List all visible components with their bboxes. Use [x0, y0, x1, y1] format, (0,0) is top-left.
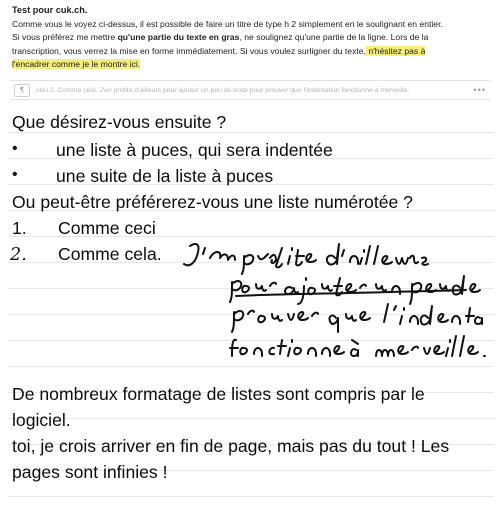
heading-question-1: Que désirez-vous ensuite ?	[12, 112, 227, 132]
paragraph-1-line-2: logiciel.	[12, 410, 71, 430]
bullet-icon: •	[12, 166, 18, 183]
paragraph-2-line-1: toi, je crois arriver en fin de page, mais pas du tout ! Les	[12, 436, 450, 456]
typed-line-2: Si vous préférez me mettre qu'une partie du texte en gras, ne soulignez qu'une partie de la ligne. Lors de la	[12, 32, 429, 43]
bullet-icon: •	[12, 140, 18, 157]
bullet-item-2: une suite de la liste à puces	[56, 166, 274, 186]
numbered-item-1: Comme ceci	[58, 218, 156, 238]
ink-stroke	[210, 252, 235, 260]
highlighted-text-a: n'hésitez pas à	[365, 45, 426, 56]
typed-line-1: Comme vous le voyez ci-dessus, il est possible de faire un titre de type h 2 simplement en le soulignant en entier.	[12, 19, 443, 30]
list-number-1: 1.	[12, 218, 27, 238]
paragraph-1-line-1: De nombreux formatage de listes sont compris par le	[12, 384, 425, 404]
ink-stroke	[327, 244, 428, 265]
ink-stroke	[230, 281, 276, 302]
paragraph-style-button[interactable]: ¶	[14, 84, 30, 97]
list-number-2: 2.	[10, 245, 27, 265]
ink-stroke	[376, 336, 485, 356]
ink-stroke	[232, 311, 318, 332]
ink-stroke	[384, 304, 482, 325]
ink-stroke	[242, 248, 316, 274]
ink-stroke	[184, 244, 199, 265]
ink-stroke	[329, 312, 370, 332]
ink-stroke	[236, 290, 466, 296]
ink-stroke	[410, 283, 450, 304]
paragraph-preview-text[interactable]: ceci 2. Comme cela. J'en profite d'ailleurs pour ajouter un peu de texte pour prouver que l'indentation fonctionne à merveille.	[36, 86, 410, 94]
ink-stroke	[453, 276, 480, 295]
ink-stroke	[203, 248, 205, 254]
paragraph-2-line-2: pages sont infinies !	[12, 462, 168, 482]
document-title: Test pour cuk.ch.	[12, 5, 88, 15]
heading-question-2: Ou peut-être préférerez-vous une liste numérotée ?	[12, 192, 413, 212]
ink-stroke	[230, 340, 344, 356]
ink-stroke	[285, 278, 366, 304]
typed-line-3: transcription, vous verrez la mise en forme immédiatement. Si vous voulez surligner du texte, n'hésitez pas à	[12, 45, 426, 56]
more-options-icon[interactable]: •••	[473, 85, 486, 95]
highlighted-text-b: l'encadrer comme je le montre ici.	[12, 58, 141, 69]
ink-stroke	[351, 340, 358, 356]
numbered-item-2: Comme cela.	[58, 244, 162, 264]
bullet-item-1: une liste à puces, qui sera indentée	[56, 140, 333, 160]
bold-text: qu'une partie du texte en gras	[117, 32, 240, 43]
